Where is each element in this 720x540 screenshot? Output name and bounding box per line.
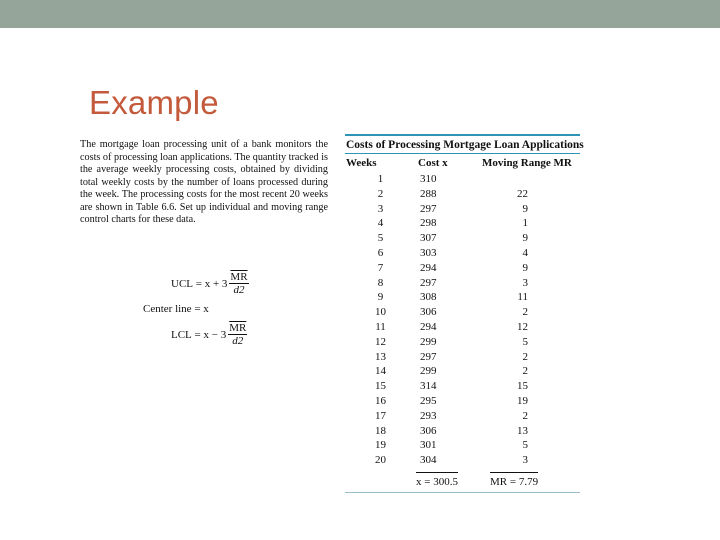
table-row bbox=[345, 276, 580, 291]
table-row bbox=[345, 231, 580, 246]
cell-week: 14 bbox=[375, 365, 386, 378]
cell-week: 3 bbox=[377, 202, 384, 215]
table-row bbox=[345, 364, 580, 379]
table-row bbox=[345, 394, 580, 409]
cell-cost: 303 bbox=[420, 246, 437, 259]
cell-cost: 297 bbox=[420, 202, 437, 215]
cell-week: 8 bbox=[377, 276, 384, 289]
ucl-fraction bbox=[229, 271, 248, 296]
cell-moving-range: 9 bbox=[522, 202, 528, 215]
table-row bbox=[345, 290, 580, 305]
cell-week: 4 bbox=[377, 217, 384, 230]
cell-moving-range: 2 bbox=[522, 350, 528, 363]
cell-week: 2 bbox=[377, 187, 384, 200]
cell-cost: 294 bbox=[420, 261, 437, 274]
ucl-denominator: d2 bbox=[233, 284, 245, 296]
cell-moving-range: 9 bbox=[522, 261, 528, 274]
cell-week: 7 bbox=[377, 261, 384, 274]
table-title: Costs of Processing Mortgage Loan Applications bbox=[346, 139, 584, 151]
cell-week: 11 bbox=[375, 320, 386, 333]
cell-moving-range: 12 bbox=[517, 320, 528, 333]
cell-moving-range: 22 bbox=[517, 187, 528, 200]
cell-moving-range: 5 bbox=[522, 335, 528, 348]
center-label: Center line bbox=[143, 303, 192, 315]
cell-cost: 299 bbox=[420, 365, 437, 378]
summary-mr-mean: MR = 7.79 bbox=[490, 472, 538, 490]
cell-moving-range: 5 bbox=[522, 439, 528, 452]
table-row bbox=[345, 379, 580, 394]
table-row bbox=[345, 246, 580, 261]
cell-cost: 314 bbox=[420, 380, 437, 393]
ucl-numerator: $\overline{MR}$ bbox=[230, 271, 248, 283]
table-row bbox=[345, 202, 580, 217]
slide-top-bar bbox=[0, 0, 720, 28]
table-row bbox=[345, 350, 580, 365]
cell-week: 17 bbox=[375, 409, 386, 422]
cell-cost: 306 bbox=[420, 424, 437, 437]
cell-cost: 297 bbox=[420, 276, 437, 289]
cell-week: 13 bbox=[375, 350, 386, 363]
cell-cost: 293 bbox=[420, 409, 437, 422]
cell-moving-range: 2 bbox=[522, 365, 528, 378]
table-row bbox=[345, 335, 580, 350]
cell-moving-range: 1 bbox=[522, 217, 528, 230]
cell-week: 6 bbox=[377, 246, 384, 259]
table-row bbox=[345, 187, 580, 202]
table-row bbox=[345, 409, 580, 424]
ucl-label: UCL bbox=[171, 277, 193, 290]
cell-cost: 288 bbox=[420, 187, 437, 200]
cell-cost: 301 bbox=[420, 439, 437, 452]
summary-row bbox=[345, 468, 580, 490]
cell-moving-range: 13 bbox=[517, 424, 528, 437]
table-row bbox=[345, 453, 580, 468]
cell-moving-range: 2 bbox=[522, 306, 528, 319]
cell-week: 9 bbox=[377, 291, 384, 304]
table-row bbox=[345, 320, 580, 335]
ucl-rhs: = x + 3 bbox=[195, 277, 228, 290]
cell-week: 19 bbox=[375, 439, 386, 452]
summary-cost-mean: x = 300.5 bbox=[416, 472, 458, 490]
cell-week: 1 bbox=[377, 173, 384, 185]
cell-week: 18 bbox=[375, 424, 386, 437]
header-moving-range: Moving Range MR bbox=[482, 157, 572, 169]
cell-moving-range: 4 bbox=[522, 246, 528, 259]
cell-week: 15 bbox=[375, 380, 386, 393]
cell-week: 20 bbox=[375, 454, 386, 467]
table-row bbox=[345, 216, 580, 231]
cell-week: 12 bbox=[375, 335, 386, 348]
table-row bbox=[345, 305, 580, 320]
table-bottom-rule bbox=[345, 492, 580, 493]
table-header-row bbox=[345, 154, 580, 172]
cell-cost: 294 bbox=[420, 320, 437, 333]
cell-cost: 304 bbox=[420, 454, 437, 467]
header-weeks: Weeks bbox=[346, 157, 377, 169]
slide-title: Example bbox=[89, 84, 219, 121]
cell-cost: 299 bbox=[420, 335, 437, 348]
lcl-label: LCL bbox=[171, 328, 192, 341]
cell-cost: 295 bbox=[420, 394, 437, 407]
lcl-fraction bbox=[228, 322, 247, 347]
cell-week: 16 bbox=[375, 394, 386, 407]
cell-cost: 308 bbox=[420, 291, 437, 304]
center-rhs: = x bbox=[194, 303, 209, 315]
table-row bbox=[345, 424, 580, 439]
cell-cost: 306 bbox=[420, 306, 437, 319]
cell-moving-range: 19 bbox=[517, 394, 528, 407]
cell-moving-range: 9 bbox=[522, 232, 528, 245]
lcl-denominator: d2 bbox=[232, 335, 244, 347]
table-row bbox=[345, 172, 580, 187]
table-row bbox=[345, 261, 580, 276]
cell-moving-range bbox=[482, 172, 580, 187]
cost-table-container bbox=[345, 134, 584, 493]
ucl-formula bbox=[171, 271, 249, 296]
lcl-numerator: $\overline{MR}$ bbox=[229, 322, 247, 334]
center-line-formula bbox=[143, 303, 209, 315]
header-cost: Cost x bbox=[418, 157, 448, 169]
lcl-rhs: = x − 3 bbox=[194, 328, 227, 341]
cell-moving-range: 15 bbox=[517, 380, 528, 393]
cell-cost: 298 bbox=[420, 217, 437, 230]
problem-statement: The mortgage loan processing unit of a bank monitors the costs of processing loan applications. The quantity tracked is the average weekly processing costs, obtained by dividing total weekly costs by the number of loans processed during the week. The processing costs for the most recent 20 weeks are shown in Table 6.6. Set up individual and moving range control charts for these data. bbox=[80, 139, 328, 225]
cell-moving-range: 3 bbox=[522, 454, 528, 467]
cell-cost: 310 bbox=[420, 173, 437, 185]
table-row bbox=[345, 438, 580, 453]
cell-moving-range: 11 bbox=[517, 291, 528, 304]
cell-cost: 297 bbox=[420, 350, 437, 363]
cell-moving-range: 3 bbox=[522, 276, 528, 289]
lcl-formula bbox=[171, 322, 247, 347]
cell-moving-range: 2 bbox=[522, 409, 528, 422]
cost-table bbox=[345, 154, 580, 490]
cell-week: 10 bbox=[375, 306, 386, 319]
table-body bbox=[345, 172, 580, 468]
cell-week: 5 bbox=[377, 232, 384, 245]
cell-cost: 307 bbox=[420, 232, 437, 245]
